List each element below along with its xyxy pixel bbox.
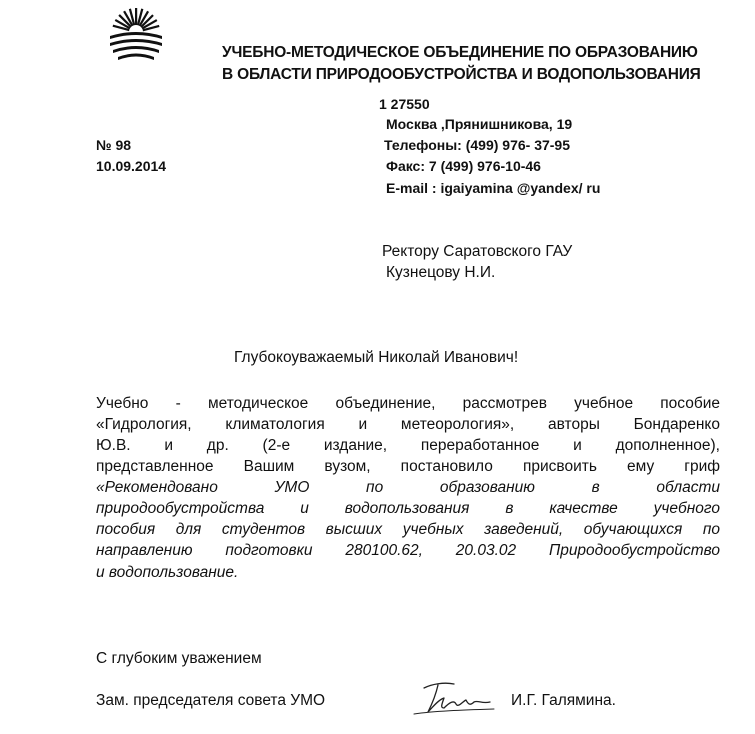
salutation: Глубокоуважаемый Николай Иванович! — [234, 349, 519, 366]
body-line-italic: «Рекомендовано УМО по образованию в области — [96, 479, 720, 496]
closing: С глубоким уважением — [96, 650, 262, 667]
handwritten-signature — [410, 678, 496, 720]
body-line-italic: пособия для студентов высших учебных заведений, обучающихся по — [96, 521, 720, 538]
body-line-italic: направлению подготовки 280100.62, 20.03.02 Природообустройство — [96, 542, 720, 559]
recipient-line1: Ректору Саратовского ГАУ — [382, 243, 573, 260]
body-line-italic: и водопользование. — [96, 564, 239, 581]
body-line: Учебно - методическое объединение, рассмотрев учебное пособие — [96, 395, 720, 412]
letter-date: 10.09.2014 — [96, 158, 167, 174]
street-address: Москва ,Прянишникова, 19 — [386, 116, 573, 132]
signatory-position: Зам. председателя совета УМО — [96, 692, 326, 709]
phones: Телефоны: (499) 976- 37-95 — [384, 137, 571, 153]
fax: Факс: 7 (499) 976-10-46 — [386, 158, 541, 174]
body-line: Ю.В. и др. (2-е издание, переработанное и дополненное), — [96, 437, 720, 454]
recipient-line2: Кузнецову Н.И. — [386, 264, 496, 281]
letter-number: № 98 — [96, 137, 132, 153]
org-title-line2: В ОБЛАСТИ ПРИРОДООБУСТРОЙСТВА И ВОДОПОЛЬЗОВАНИЯ — [222, 66, 701, 83]
postcode: 1 27550 — [379, 96, 430, 112]
signatory-name: И.Г. Галямина. — [511, 692, 616, 709]
sun-over-waves-logo-icon — [106, 6, 166, 68]
body-line: представленное Вашим вузом, постановило присвоить ему гриф — [96, 458, 720, 475]
org-title-line1: УЧЕБНО-МЕТОДИЧЕСКОЕ ОБЪЕДИНЕНИЕ ПО ОБРАЗОВАНИЮ — [222, 44, 698, 61]
email: E-mail : igaiyamina @yandex/ ru — [386, 180, 601, 196]
body-line: «Гидрология, климатология и метеорология», авторы Бондаренко — [96, 416, 720, 433]
body-line-italic: природообустройства и водопользования в качестве учебного — [96, 500, 720, 517]
